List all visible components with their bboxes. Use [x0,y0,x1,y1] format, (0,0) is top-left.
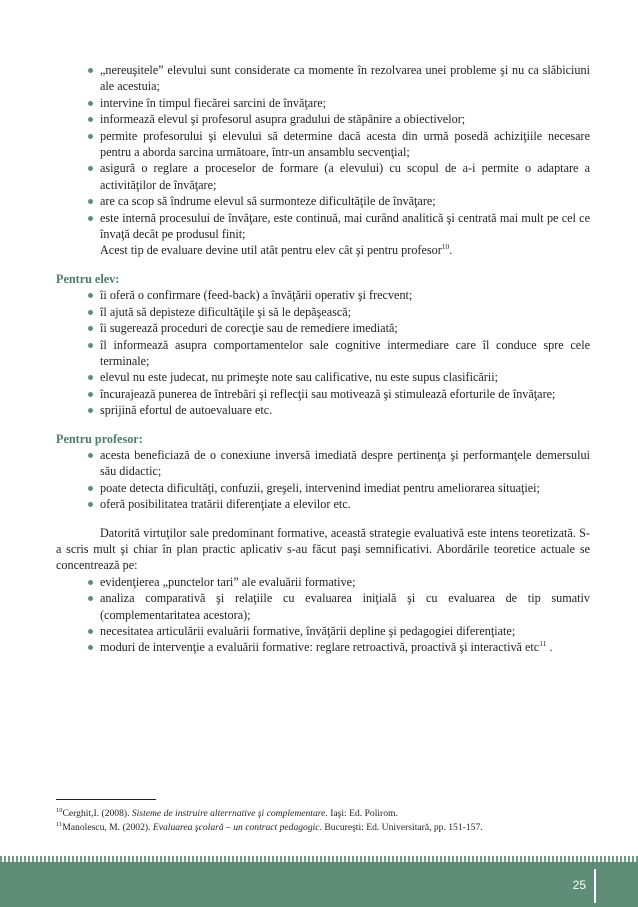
list-item: are ca scop să îndrume elevul să surmonteze dificultăţile de învăţare; [88,193,590,209]
list-item: îi oferă o confirmare (feed-back) a învăţării operativ şi frecvent; [88,287,590,303]
list-item: necesitatea articulării evaluării formative, învăţării depline şi pedagogiei diferenţiate; [88,623,590,639]
list-item: îi sugerează proceduri de corecţie sau de remediere imediată; [88,320,590,336]
list-item: este internă procesului de învăţare, este continuă, mai curând analitică şi centrată mai mult pe cel ce învaţă decât pe produsul finit; [88,210,590,243]
footnote-10: $^{10}$Cerghit,I. (2008). Sisteme de instruire alterrnative şi complementare. Iaşi: Ed. Polirom. [56,806,398,819]
list-item: moduri de intervenţie a evaluării formative: reglare retroactivă, proactivă şi interactivă etc$^{11}$ . [88,639,590,655]
summary-line: Acest tip de evaluare devine util atât pentru elev cât şi pentru profesor$^{10}$. [100,242,453,258]
student-benefits-list [56,287,590,418]
footnote-11: $^{11}$Manolescu, M. (2002). Evaluarea şcolară – un contract pedagogic. Bucureşti: Ed. Universitară, pp. 151-157. [56,820,483,833]
footnote-ref-10[interactable]: 10 [441,242,450,252]
footnote-ref-11[interactable]: 11 [539,639,547,649]
heading-pentru-elev: Pentru elev: [56,271,120,286]
list-item: intervine în timpul fiecărei sarcini de învăţare; [88,95,590,111]
theoretical-approaches-list [56,574,590,656]
list-item: „nereuşitele” elevului sunt considerate ca momente în rezolvarea unei probleme şi nu ca slăbiciuni ale acestuia; [88,62,590,95]
list-item: îl informează asupra comportamentelor sale cognitive intermediare care îl conduce spre cele terminale; [88,337,590,370]
footnote-divider [56,799,156,800]
list-item: permite profesorului şi elevului să determine dacă acesta din urmă posedă achiziţiile necesare pentru a aborda sarcina următoare, într-un ansamblu secvenţial; [88,128,590,161]
page-number-divider [594,869,596,903]
list-item: informează elevul şi profesorul asupra gradului de stăpânire a obiectivelor; [88,111,590,127]
formative-features-list [56,62,590,242]
list-item: acesta beneficiază de o conexiune inversă imediată despre pertinenţa şi performanţele demersului său didactic; [88,447,590,480]
list-item: poate detecta dificultăţi, confuzii, greşeli, intervenind imediat pentru ameliorarea situaţiei; [88,480,590,496]
footer-band [0,862,638,907]
list-item: sprijină efortul de autoevaluare etc. [88,402,590,418]
heading-pentru-profesor: Pentru profesor: [56,431,143,446]
body-paragraph: Datorită virtuţilor sale predominant formative, această strategie evaluativă este intens teoretizată. S-a scris mult şi chiar în plan practic aplicativ s-au făcut paşi semnificativi. Abordările teoretice actuale se concentrează pe: [56,525,590,573]
page-number: 25 [572,878,586,892]
list-item: asigură o reglare a proceselor de formare (a elevului) cu scopul de a-i permite o adaptare a activităţilor de învăţare; [88,160,590,193]
list-item: evidenţierea „punctelor tari” ale evaluării formative; [88,574,590,590]
list-item: îl ajută să depisteze dificultăţile şi să le depăşească; [88,304,590,320]
footnotes [56,807,590,835]
list-item: elevul nu este judecat, nu primeşte note sau calificative, nu este supus clasificării; [88,369,590,385]
page-content [56,62,590,656]
list-item: încurajează punerea de întrebări şi reflecţii sau motivează şi stimulează eforturile de învăţare; [88,386,590,402]
list-item: oferă posibilitatea tratării diferenţiate a elevilor etc. [88,496,590,512]
list-item: analiza comparativă şi relaţiile cu evaluarea iniţială şi cu evaluarea de tip sumativ (complementaritatea acestora); [88,590,590,623]
teacher-benefits-list [56,447,590,513]
